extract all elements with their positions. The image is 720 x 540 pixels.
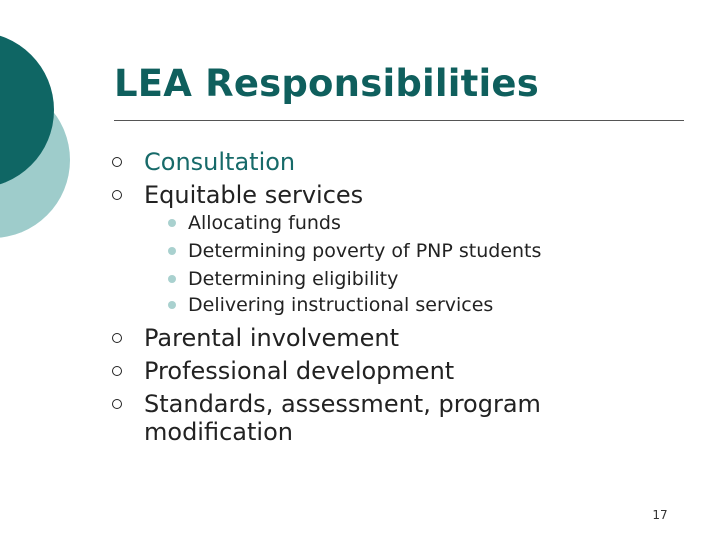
page-number: 17	[652, 508, 668, 522]
bullet-text: Standards, assessment, program	[144, 390, 541, 418]
bullet-text: Professional development	[144, 357, 455, 385]
hollow-circle-bullet-icon	[112, 157, 122, 167]
bullet-text-continuation: modification	[144, 418, 293, 446]
hollow-circle-bullet-icon	[112, 190, 122, 200]
filled-circle-bullet-icon	[168, 219, 176, 227]
bullet-text: Parental involvement	[144, 324, 399, 352]
filled-circle-bullet-icon	[168, 275, 176, 283]
hollow-circle-bullet-icon	[112, 366, 122, 376]
sub-bullet-text: Determining poverty of PNP students	[188, 240, 542, 262]
sub-bullet-text: Allocating funds	[188, 212, 341, 234]
slide-title: LEA Responsibilities	[114, 62, 539, 105]
hollow-circle-bullet-icon	[112, 399, 122, 409]
filled-circle-bullet-icon	[168, 301, 176, 309]
sub-bullet-text: Delivering instructional services	[188, 294, 494, 316]
hollow-circle-bullet-icon	[112, 333, 122, 343]
sub-bullet-text: Determining eligibility	[188, 268, 399, 290]
filled-circle-bullet-icon	[168, 247, 176, 255]
bullet-text: Equitable services	[144, 181, 364, 209]
bullet-text: Consultation	[144, 148, 296, 176]
